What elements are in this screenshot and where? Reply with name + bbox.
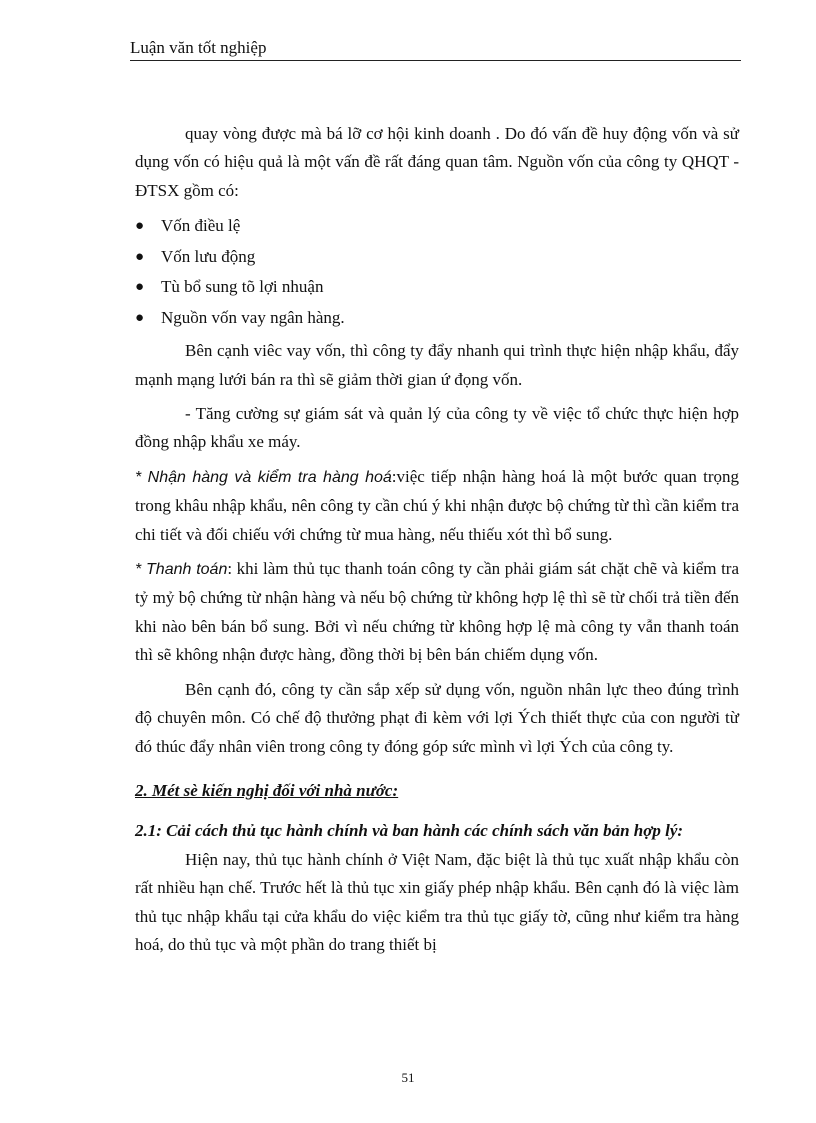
bullet-icon: ● [135,248,145,265]
bullet-icon: ● [135,279,145,296]
list-item: ● Vốn điều lệ [135,211,739,242]
bullet-icon: ● [135,218,145,235]
section-heading: 2. Mét sè kiến nghị đối với nhà nước: [135,780,399,800]
list-item: ● Nguồn vốn vay ngân hàng. [135,303,739,334]
paragraph-loans: Bên cạnh viêc vay vốn, thì công ty đẩy nhanh qui trình thực hiện nhập khẩu, đẩy mạnh mạng lưới bán ra thì sẽ giảm thời gian ứ đọng vốn. [135,341,739,389]
list-item: ● Vốn lưu động [135,242,739,273]
receiving-goods-label: * Nhận hàng và kiểm tra hàng hoá [135,468,392,486]
payment-label: * Thanh toán [135,561,228,579]
paragraph-receiving-goods: * Nhận hàng và kiểm tra hàng hoá:việc tiếp nhận hàng hoá là một bước quan trọng trong khâu nhập khẩu, nên công ty cần chú ý khi nhận được bộ chứng từ thì cần kiểm tra chi tiết và đối chiếu với chứng từ mua hàng, nếu thiếu xót thì bổ sung. [135,466,740,544]
page-body [135,120,739,959]
paragraph-human-resources: Bên cạnh đó, công ty cần sắp xếp sử dụng vốn, nguồn nhân lực theo đúng trình độ chuyên môn. Có chế độ thưởng phạt đi kèm với lợi Ých thiết thực của con người từ đó thúc đẩy nhân viên trong công ty đóng góp sức mình vì lợi Ých của công ty. [135,679,739,756]
paragraph-payment: * Thanh toán: khi làm thủ tục thanh toán công ty cần phải giám sát chặt chẽ và kiểm tra tỷ mỷ bộ chứng từ nhận hàng và nếu bộ chứng từ không hợp lệ thì sẽ từ chối trả tiền đến khi nào bên bán bổ sung. Bởi vì nếu chứng từ không hợp lệ mà công ty vẫn thanh toán thì sẽ không nhận được hàng, đồng thời bị bên bán chiếm dụng vốn. [135,559,740,665]
capital-sources-list [135,211,739,333]
page-number: 51 [401,1070,415,1085]
running-header: Luận văn tốt nghiệp [130,38,741,61]
bullet-icon: ● [135,309,145,326]
paragraph-supervision: - Tăng cường sự giám sát và quản lý của công ty về việc tổ chức thực hiện hợp đồng nhập khẩu xe máy. [135,404,739,452]
paragraph-administrative-procedures: Hiện nay, thủ tục hành chính ở Việt Nam, đặc biệt là thủ tục xuất nhập khẩu còn rất nhiều hạn chế. Trước hết là thủ tục xin giấy phép nhập khẩu. Bên cạnh đó là việc làm thủ tục nhập khẩu tại cửa khẩu do việc kiểm tra thủ tục giấy tờ, cũng như kiểm tra hàng hoá, do thủ tục và một phần do trang thiết bị [135,849,739,954]
paragraph-capital-sources: quay vòng được mà bá lỡ cơ hội kinh doanh . Do đó vấn đề huy động vốn và sử dụng vốn có hiệu quả là một vấn đề rất đáng quan tâm. Nguồn vốn của công ty QHQT - ĐTSX gồm có: [135,124,739,200]
list-item: ● Tù bổ sung tõ lợi nhuận [135,272,739,303]
subsection-heading: 2.1: Cải cách thủ tục hành chính và ban hành các chính sách văn bản hợp lý: [135,821,684,841]
